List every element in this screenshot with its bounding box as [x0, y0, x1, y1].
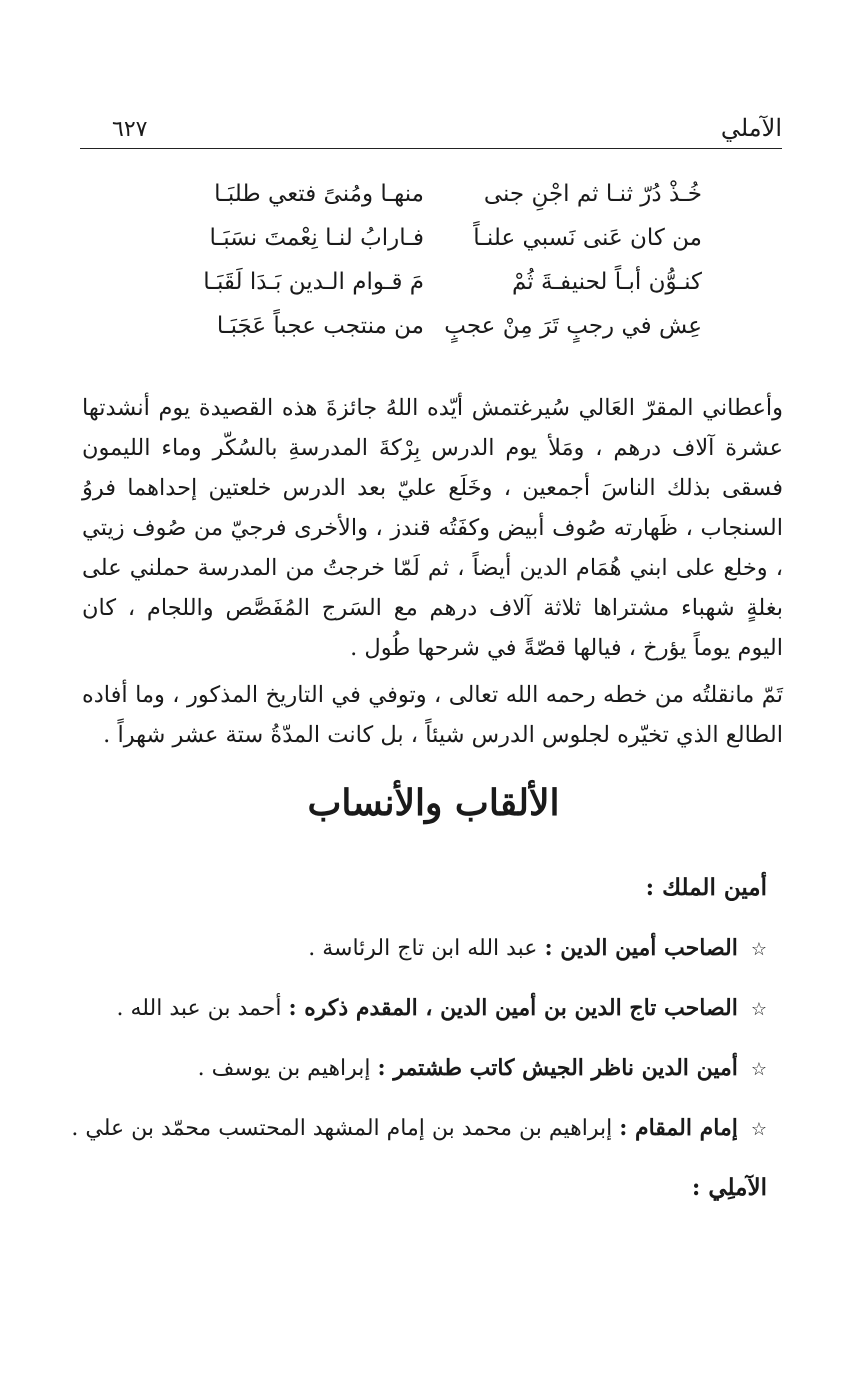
verse-second-hemistich: مَ قـوام الـدين بَـدَا لَقَبَـا	[203, 269, 424, 295]
entry-item	[82, 918, 767, 978]
star-icon: ☆	[750, 939, 767, 960]
entries-list	[71, 858, 767, 1218]
verse-first-hemistich: عِش في رجبٍ تَرَ مِنْ عجبٍ	[444, 313, 702, 339]
verse-second-hemistich: فـارابُ لنـا نِعْمتَ نسَبَـا	[209, 225, 424, 251]
entry-text: أحمد بن عبد الله .	[116, 996, 282, 1021]
page-number: ٦٢٧	[112, 117, 148, 142]
poem	[0, 172, 867, 348]
entry-heading: الآملِي :	[691, 1174, 767, 1201]
running-title: الآملي	[720, 114, 782, 142]
verse-first-hemistich: كنـوُّن أبـاً لحنيفـةَ ثُمْ	[511, 269, 702, 295]
entry-text: إبراهيم بن يوسف .	[197, 1056, 371, 1081]
section-title: الألقاب والأنساب	[307, 782, 560, 824]
entry-item	[82, 978, 767, 1038]
entry-item	[71, 1098, 767, 1158]
entry-label: أمين الدين ناظر الجيش كاتب طشتمر :	[377, 1055, 738, 1081]
star-icon: ☆	[750, 1119, 767, 1140]
entry-item	[82, 1038, 767, 1098]
star-icon: ☆	[750, 999, 767, 1020]
verse-first-hemistich: خُـذْ دُرّ ثنـا ثم اجْنِ جنى	[483, 181, 702, 207]
verse-second-hemistich: من منتجب عجباً عَجَبَـا	[216, 313, 424, 339]
body-paragraph: تَمّ مانقلتُه من خطه رحمه الله تعالى ، وتوفي في التاريخ المذكور ، وما أفاده الطالع الذي تخيّره لجلوس الدرس شيئاً ، بل كانت المدّةُ ستة عشر شهراً .	[82, 681, 783, 748]
entry-text: إبراهيم بن محمد بن إمام المشهد المحتسب محمّد بن علي .	[71, 1116, 613, 1141]
verse-first-hemistich: من كان عَنى نَسبي علنـاً	[473, 225, 702, 251]
poem-verse	[0, 260, 867, 304]
entry-text: عبد الله ابن تاج الرئاسة .	[308, 936, 538, 961]
poem-verse	[0, 216, 867, 260]
entry-label: الصاحب تاج الدين بن أمين الدين ، المقدم ذكره :	[288, 995, 738, 1021]
page-header	[80, 108, 782, 149]
poem-verse	[0, 172, 867, 216]
verse-second-hemistich: منهـا ومُنىً فتعي طلبَـا	[214, 181, 424, 207]
entry-label: الصاحب أمين الدين :	[544, 935, 738, 961]
entry-label: إمام المقام :	[619, 1115, 738, 1141]
entry-heading: أمين الملك :	[645, 874, 767, 901]
star-icon: ☆	[750, 1059, 767, 1080]
body-paragraph: وأعطاني المقرّ العَالي سُيرغتمش أيّده اللهُ جائزةَ هذه القصيدة يوم أنشدتها عشرة آلاف درهم ، ومَلأ يوم الدرس بِرْكةَ المدرسةِ بالسُكّر وماء الليمون فسقى بذلك الناسَ أجمعين ، وخَلَع عليّ بعد الدرس خلعتين إحداهما فروُ السنجاب ، ظَهارته صُوف أبيض وكفَتُه قندز ، والأخرى فرجيّ من صُوف زيتي ، وخلع على ابني هُمَام الدين أيضاً ، ثم لَمّا خرجتُ من المدرسة حملني على بغلةٍ شهباء مشتراها ثلاثة آلاف درهم مع السَرج المُفَصَّص واللجام ، كان اليوم يوماً يؤرخ ، فيالها قصّةً في شرحها طُول .	[82, 394, 783, 661]
poem-verse	[0, 304, 867, 348]
